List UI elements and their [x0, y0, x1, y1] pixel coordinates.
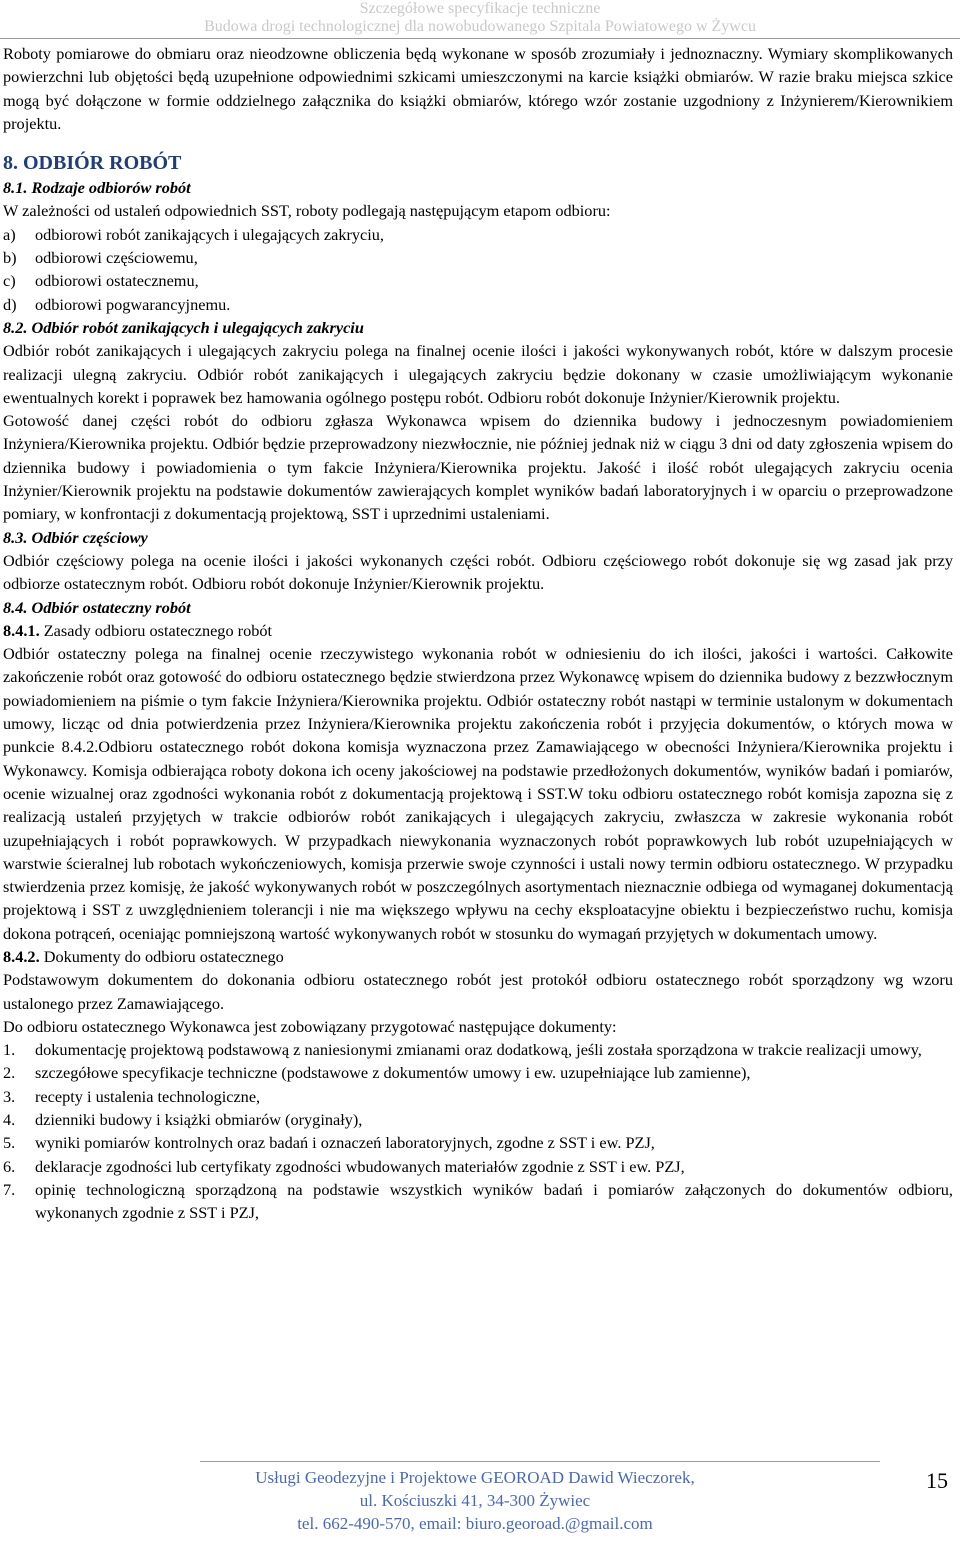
subsection-heading-8-4-1	[3, 619, 953, 642]
paragraph-8-4-2a: Podstawowym dokumentem do dokonania odbioru ostatecznego robót jest protokół odbioru ostatecznego robót sporządzony wg wzoru ustalonego przez Zamawiającego.	[3, 970, 953, 1013]
list-dokumenty	[3, 1038, 953, 1224]
footer-contact: tel. 662-490-570, email: biuro.georoad.@gmail.com	[297, 1514, 653, 1533]
footer-address: ul. Kościuszki 41, 34-300 Żywiec	[359, 1491, 591, 1510]
list-item	[3, 1131, 953, 1154]
list-item-text: odbiorowi pogwarancyjnemu.	[35, 294, 231, 314]
paragraph-8-2b: Gotowość danej części robót do odbioru zgłasza Wykonawca wpisem do dziennika budowy i jednoczesnym powiadomieniem Inżyniera/Kierownika projektu. Odbiór będzie przeprowadzony niezwłocznie, nie później jednak niż w ciągu 3 dni od daty zgłoszenia wpisem do dziennika budowy i powiadomienia o tym fakcie Inżyniera/Kierownika projektu. Jakość i ilość robót ulegających zakryciu ocenia Inżynier/Kierownik projektu na podstawie dokumentów zawierających komplet wyników badań laboratoryjnych i w oparciu o przeprowadzone pomiary, w konfrontacji z dokumentacją projektową, SST i uprzednimi ustaleniami.	[3, 411, 953, 524]
heading-text: Zasady odbioru ostatecznego robót	[39, 620, 273, 640]
list-marker: 6.	[3, 1156, 16, 1176]
paragraph-8-4-1: Odbiór ostateczny polega na finalnej ocenie rzeczywistego wykonania robót w odniesieniu do ich ilości, jakości i wartości. Całkowite zakończenie robót oraz gotowość do odbioru ostatecznego będzie stwierdzona przez Wykonawcę wpisem do dziennika budowy z bezzwłocznym powiadomieniem na piśmie o tym fakcie Inżyniera/Kierownika projektu. Odbiór ostateczny robót nastąpi w terminie ustalonym w dokumentach umowy, licząc od dnia potwierdzenia przez Inżyniera/Kierownika projektu zakończenia robót i przyjęcia dokumentów, o których mowa w punkcie 8.4.2.Odbioru ostatecznego robót dokona komisja wyznaczona przez Zamawiającego w obecności Inżyniera/Kierownika projektu i Wykonawcy. Komisja odbierająca roboty dokona ich oceny jakościowej na podstawie przedłożonych dokumentów, wyników badań i pomiarów, ocenie wizualnej oraz zgodności wykonania robót z dokumentacją projektową i SST.W toku odbioru ostatecznego robót komisja zapozna się z realizacją ustaleń przyjętych w trakcie odbiorów robót zanikających i ulegających zakryciu, zwłaszcza w zakresie wykonania robót uzupełniających i robót poprawkowych. W przypadkach niewykonania wyznaczonych robót poprawkowych lub robót uzupełniających w warstwie ścieralnej lub robotach wykończeniowych, komisja przerwie swoje czynności i ustali nowy termin odbioru ostatecznego. W przypadku stwierdzenia przez komisję, że jakość wykonywanych robót w poszczególnych asortymentach nieznacznie odbiega od wymaganej dokumentacją projektową i SST z uwzględnieniem tolerancji i nie ma większego wpływu na cechy eksploatacyjne obiektu i bezpieczeństwo ruchu, komisja dokona potrąceń, oceniając pomniejszoną wartość wykonywanych robót w stosunku do wymagań przyjętych w dokumentach umowy.	[3, 644, 953, 943]
list-item	[3, 246, 953, 269]
list-item	[3, 1085, 953, 1108]
subsection-heading-8-4-2	[3, 945, 953, 968]
list-item-text: recepty i ustalenia technologiczne,	[35, 1086, 261, 1106]
subsection-heading-8-2: 8.2. Odbiór robót zanikających i ulegających zakryciu	[3, 317, 364, 337]
list-marker: a)	[3, 224, 16, 244]
subsection-heading-8-4: 8.4. Odbiór ostateczny robót	[3, 597, 191, 617]
list-item	[3, 1108, 953, 1131]
list-marker: d)	[3, 294, 17, 314]
paragraph-intro: Roboty pomiarowe do obmiaru oraz nieodzowne obliczenia będą wykonane w sposób zrozumiały i jednoznaczny. Wymiary skomplikowanych powierzchni lub objętości będą uzupełnione odpowiednimi szkicami umieszczonymi na karcie książki obmiarów. W razie braku miejsca szkice mogą być dołączone w formie oddzielnego załącznika do książki obmiarów, którego wzór zostanie uzgodniony z Inżynierem/Kierownikiem projektu.	[3, 44, 953, 133]
footer-divider	[200, 1461, 880, 1462]
list-item	[3, 1155, 953, 1178]
page-header	[0, 0, 960, 38]
heading-number: 8.4.2.	[3, 946, 40, 966]
list-item-text: deklaracje zgodności lub certyfikaty zgodności wbudowanych materiałów zgodnie z SST i ew. PZJ,	[35, 1156, 685, 1176]
paragraph-8-3: Odbiór częściowy polega na ocenie ilości i jakości wykonanych części robót. Odbioru częściowego robót dokonuje się wg zasad jak przy odbiorze ostatecznym robót. Odbioru robót dokonuje Inżynier/Kierownik projektu.	[3, 550, 953, 594]
section-heading-8: 8. ODBIÓR ROBÓT	[3, 152, 182, 175]
header-title: Szczegółowe specyfikacje techniczne	[359, 0, 601, 17]
list-marker: c)	[3, 271, 16, 291]
list-odbiory	[3, 223, 953, 316]
heading-number: 8.4.1.	[3, 620, 40, 640]
header-divider	[0, 38, 960, 39]
subsection-heading-8-1: 8.1. Rodzaje odbiorów robót	[3, 178, 191, 198]
list-marker: 1.	[3, 1040, 16, 1060]
list-item	[3, 293, 953, 316]
paragraph-8-4-2b: Do odbioru ostatecznego Wykonawca jest zobowiązany przygotować następujące dokumenty:	[3, 1016, 617, 1036]
header-subtitle: Budowa drogi technologicznej dla nowobudowanego Szpitala Powiatowego w Żywcu	[204, 18, 756, 35]
paragraph-8-2a: Odbiór robót zanikających i ulegających zakryciu polega na finalnej ocenie ilości i jakości wykonywanych robót, które w dalszym procesie realizacji ulegną zakryciu. Odbiór robót zanikających i ulegających zakryciu będzie dokonany w czasie umożliwiającym wykonanie ewentualnych korekt i poprawek bez hamowania ogólnego postępu robót. Odbioru robót dokonuje Inżynier/Kierownik projektu.	[3, 341, 953, 407]
footer-company: Usługi Geodezyjne i Projektowe GEOROAD Dawid Wieczorek,	[255, 1468, 695, 1487]
list-marker: 3.	[3, 1086, 16, 1106]
list-marker: b)	[3, 248, 17, 268]
list-item	[3, 1061, 953, 1084]
document-body	[3, 42, 953, 1225]
list-item-text: odbiorowi częściowemu,	[35, 248, 198, 268]
paragraph-8-1: W zależności od ustaleń odpowiednich SST, roboty podlegają następującym etapom odbioru:	[3, 201, 611, 221]
list-marker: 2.	[3, 1063, 16, 1083]
page-footer	[200, 1466, 750, 1535]
list-item-text: odbiorowi ostatecznemu,	[35, 271, 199, 291]
list-item-text: opinię technologiczną sporządzoną na podstawie wszystkich wyników badań i pomiarów załączonych do dokumentów odbioru, wykonanych zgodnie z SST i PZJ,	[35, 1179, 953, 1223]
list-item-text: dokumentację projektową podstawową z naniesionymi zmianami oraz dodatkową, jeśli została sporządzona w trakcie realizacji umowy,	[35, 1040, 922, 1060]
list-marker: 7.	[3, 1179, 16, 1199]
list-item	[3, 223, 953, 246]
list-marker: 4.	[3, 1110, 16, 1130]
list-item-text: wyniki pomiarów kontrolnych oraz badań i oznaczeń laboratoryjnych, zgodne z SST i ew. PZJ,	[35, 1133, 655, 1153]
heading-text: Dokumenty do odbioru ostatecznego	[39, 946, 284, 966]
list-item-text: odbiorowi robót zanikających i ulegających zakryciu,	[35, 224, 384, 244]
list-marker: 5.	[3, 1133, 16, 1153]
list-item	[3, 1178, 953, 1225]
list-item	[3, 269, 953, 292]
list-item-text: dzienniki budowy i książki obmiarów (oryginały),	[35, 1110, 363, 1130]
list-item	[3, 1038, 953, 1061]
list-item-text: szczegółowe specyfikacje techniczne (podstawowe z dokumentów umowy i ew. uzupełniające lub zamienne),	[35, 1063, 751, 1083]
subsection-heading-8-3: 8.3. Odbiór częściowy	[3, 527, 148, 547]
page-number: 15	[926, 1468, 948, 1493]
